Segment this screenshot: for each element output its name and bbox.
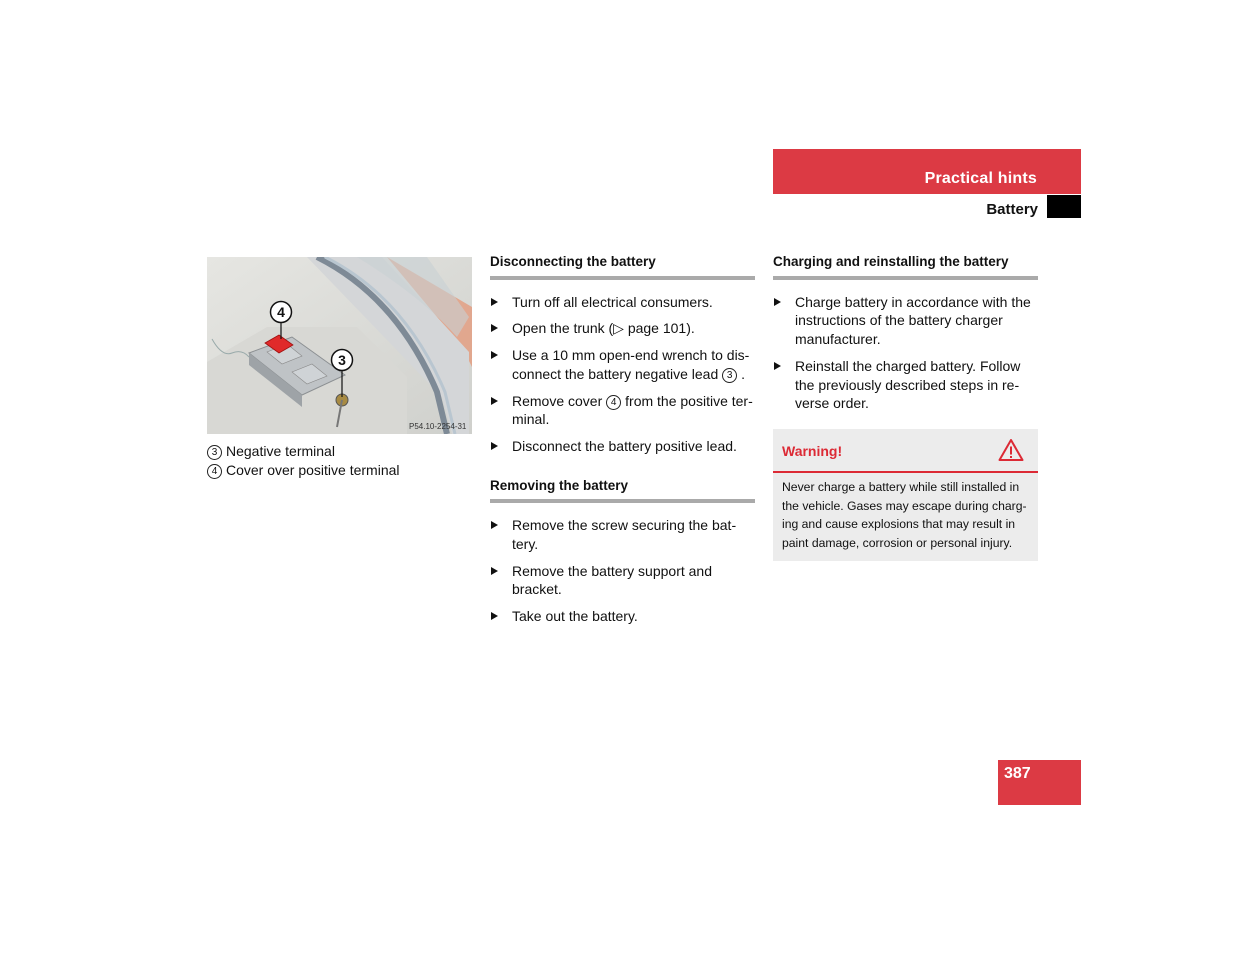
list-item xyxy=(490,293,755,312)
step-text: Charge battery in accordance with the instructions of the battery charger manufacturer. xyxy=(795,293,1031,348)
step-text: Remove the screw securing the bat-tery. xyxy=(512,517,737,553)
bullet-icon xyxy=(491,298,498,306)
step-text: Disconnect the battery positive lead. xyxy=(512,437,737,454)
step-text: Remove the battery support and bracket. xyxy=(512,562,713,598)
bullet-icon xyxy=(491,397,498,405)
ref-number: 3 xyxy=(722,368,737,383)
figure-legend xyxy=(207,442,400,480)
list-item xyxy=(490,437,755,456)
list-item xyxy=(490,516,755,553)
step-text: Take out the battery. xyxy=(512,608,638,625)
warning-header xyxy=(773,429,1038,473)
step-text: Reinstall the charged battery. Follow the previously described steps in re-verse order. xyxy=(795,357,1021,412)
step-text: from the positive ter- xyxy=(625,392,753,409)
battery-figure xyxy=(207,257,472,434)
ref-number: 4 xyxy=(606,395,621,410)
callout-4: 4 xyxy=(277,304,285,320)
trunk-illustration xyxy=(207,257,472,434)
step-text: Turn off all electrical consumers. xyxy=(512,293,713,310)
page-number: 387 xyxy=(1004,765,1031,782)
right-column xyxy=(773,253,1038,561)
legend-number: 4 xyxy=(207,464,222,479)
list-item xyxy=(773,357,1038,413)
bullet-icon xyxy=(774,362,781,370)
disconnect-heading: Disconnecting the battery xyxy=(490,253,755,280)
bullet-icon xyxy=(491,521,498,529)
list-item xyxy=(773,293,1038,349)
legend-text: Negative terminal xyxy=(226,443,335,459)
list-item xyxy=(490,607,755,626)
figure-code: P54.10-2254-31 xyxy=(409,422,467,431)
legend-number: 3 xyxy=(207,445,222,460)
legend-item xyxy=(207,461,400,480)
list-item xyxy=(490,392,755,429)
step-text: connect the battery negative lead xyxy=(512,365,719,382)
period: . xyxy=(741,365,746,382)
charging-heading: Charging and reinstalling the battery xyxy=(773,253,1038,280)
warning-triangle-icon xyxy=(998,438,1024,462)
list-item xyxy=(490,346,755,383)
list-item xyxy=(490,319,755,338)
step-text: Open the trunk (▷ page 101). xyxy=(512,320,695,337)
warning-box xyxy=(773,429,1038,561)
removing-heading: Removing the battery xyxy=(490,477,755,504)
callout-3: 3 xyxy=(338,352,346,368)
section-header-bar xyxy=(773,149,1081,194)
section-title: Practical hints xyxy=(924,170,1037,187)
step-text: Remove cover xyxy=(512,392,603,409)
bullet-icon xyxy=(774,298,781,306)
bullet-icon xyxy=(491,442,498,450)
section-marker xyxy=(1047,195,1081,218)
legend-item xyxy=(207,442,400,461)
bullet-icon xyxy=(491,351,498,359)
legend-text: Cover over positive terminal xyxy=(226,462,400,478)
warning-text: Never charge a battery while still installed in the vehicle. Gases may escape during charg-ing and cause explosions that may result in paint damage, corrosion or personal injury. xyxy=(782,479,1027,551)
middle-column xyxy=(490,253,755,634)
bullet-icon xyxy=(491,567,498,575)
warning-title: Warning! xyxy=(782,442,843,459)
step-text: minal. xyxy=(512,411,550,428)
page-number-box xyxy=(998,760,1081,805)
subsection-title: Battery xyxy=(986,201,1038,218)
bullet-icon xyxy=(491,612,498,620)
bullet-icon xyxy=(491,324,498,332)
step-text: Use a 10 mm open-end wrench to dis- xyxy=(512,347,750,364)
list-item xyxy=(490,562,755,599)
